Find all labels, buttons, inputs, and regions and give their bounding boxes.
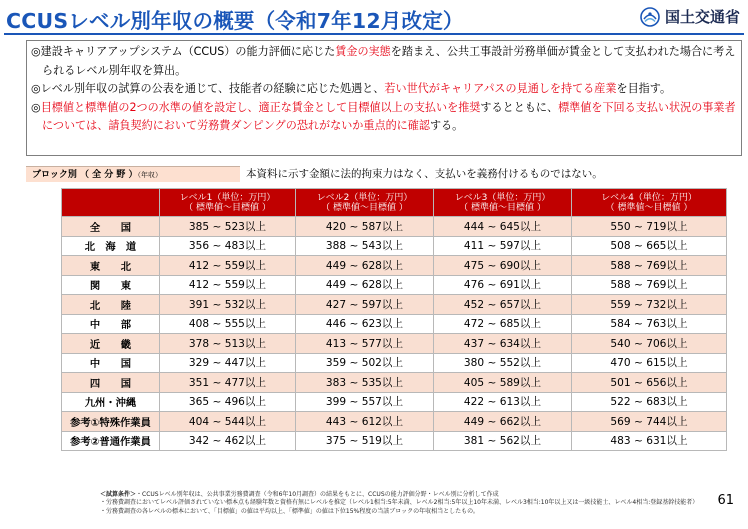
table-row [62, 217, 727, 237]
header-sublabel: （ 標準値～目標値 ） [605, 202, 693, 213]
region-cell: 関 東 [62, 275, 160, 295]
page-number: 61 [717, 493, 734, 508]
income-cell: 412 ~ 559以上 [160, 275, 296, 295]
page-title: CCUSレベル別年収の概要（令和7年12月改定） [6, 9, 464, 33]
income-cell: 449 ~ 628以上 [296, 256, 434, 276]
badge-label: ブロック別 （ 全 分 野 ） [32, 170, 138, 180]
table-row [62, 353, 727, 373]
income-cell: 449 ~ 628以上 [296, 275, 434, 295]
income-cell: 449 ~ 662以上 [434, 412, 572, 432]
header-blank [62, 189, 160, 217]
region-cell: 北 海 道 [62, 236, 160, 256]
table-row [62, 412, 727, 432]
income-cell: 422 ~ 613以上 [434, 392, 572, 412]
income-cell: 444 ~ 645以上 [434, 217, 572, 237]
income-cell: 380 ~ 552以上 [434, 353, 572, 373]
table-row [62, 431, 727, 451]
summary-highlight: 賃金の実態 [335, 45, 391, 58]
income-cell: 375 ~ 519以上 [296, 431, 434, 451]
summary-highlight: 若い世代がキャリアパスの見通しを持てる産業 [384, 82, 617, 95]
income-cell: 540 ~ 706以上 [572, 334, 727, 354]
summary-text: ◎建設キャリアアップシステム（CCUS）の能力評価に応じた [31, 45, 336, 58]
income-cell: 508 ~ 665以上 [572, 236, 727, 256]
income-cell: 584 ~ 763以上 [572, 314, 727, 334]
region-cell: 全 国 [62, 217, 160, 237]
footnote-text: ・CCUSレベル別年収は、公共事業労務費調査（令和6年10月調査）の結果をもとに、CCUSの能力評価分野・レベル別に分析して作成 [136, 491, 499, 498]
disclaimer: 本資料に示す金額に法的拘束力はなく、支払いを義務付けるものではない。 [246, 168, 603, 180]
income-cell: 404 ~ 544以上 [160, 412, 296, 432]
table-row [62, 334, 727, 354]
income-cell: 420 ~ 587以上 [296, 217, 434, 237]
table-header-row [62, 189, 727, 217]
income-cell: 559 ~ 732以上 [572, 295, 727, 315]
table-row [62, 236, 727, 256]
table-row [62, 275, 727, 295]
summary-point-1 [31, 43, 737, 80]
header-label: レベル3（単位：万円） [454, 192, 551, 203]
income-cell: 356 ~ 483以上 [160, 236, 296, 256]
header-level-2 [296, 189, 434, 217]
header-level-1 [160, 189, 296, 217]
income-cell: 588 ~ 769以上 [572, 275, 727, 295]
income-cell: 483 ~ 631以上 [572, 431, 727, 451]
income-cell: 472 ~ 685以上 [434, 314, 572, 334]
income-cell: 412 ~ 559以上 [160, 256, 296, 276]
table-row [62, 295, 727, 315]
income-cell: 522 ~ 683以上 [572, 392, 727, 412]
region-cell: 近 畿 [62, 334, 160, 354]
summary-text: ◎レベル別年収の試算の公表を通じて、技能者の経験に応じた処遇と、 [31, 82, 385, 95]
footnote-line: ・労務費調査においてレベル評価されていない標本点も経験年数と資格有無にレベルを推定（レベル1相当:5年未満、レベル2相当:5年以上10年未満、レベル3相当:10年以上又は一級技能士、レベル4相当:登録基幹技能者） [100, 499, 699, 507]
header-level-3 [434, 189, 572, 217]
income-cell: 443 ~ 612以上 [296, 412, 434, 432]
header-level-4 [572, 189, 727, 217]
table-row [62, 256, 727, 276]
income-cell: 475 ~ 690以上 [434, 256, 572, 276]
header-label: レベル2（単位：万円） [316, 192, 413, 203]
income-cell: 476 ~ 691以上 [434, 275, 572, 295]
header-label: レベル1（単位：万円） [179, 192, 276, 203]
income-cell: 411 ~ 597以上 [434, 236, 572, 256]
footnote-label: ＜試算条件＞ [100, 491, 137, 498]
mlit-logo-icon [640, 7, 660, 27]
summary-highlight: 目標値と標準値の2つの水準の値を設定し、適正な賃金として目標値以上の支払いを推奨 [40, 100, 481, 114]
region-cell: 中 国 [62, 353, 160, 373]
header-sublabel: （ 標準値～目標値 ） [321, 202, 408, 213]
income-cell: 452 ~ 657以上 [434, 295, 572, 315]
title-underline [4, 33, 744, 35]
summary-point-2 [31, 80, 737, 99]
income-cell: 437 ~ 634以上 [434, 334, 572, 354]
region-cell: 参考①特殊作業員 [62, 412, 160, 432]
income-cell: 405 ~ 589以上 [434, 373, 572, 393]
income-cell: 399 ~ 557以上 [296, 392, 434, 412]
summary-box [26, 40, 742, 156]
income-cell: 351 ~ 477以上 [160, 373, 296, 393]
income-cell: 501 ~ 656以上 [572, 373, 727, 393]
header-sublabel: （ 標準値～目標値 ） [459, 202, 546, 213]
income-cell: 408 ~ 555以上 [160, 314, 296, 334]
income-cell: 359 ~ 502以上 [296, 353, 434, 373]
summary-point-3 [31, 99, 737, 136]
ministry-name: 国土交通省 [664, 8, 740, 26]
summary-text: する。 [429, 119, 464, 132]
income-cell: 470 ~ 615以上 [572, 353, 727, 373]
income-cell: 385 ~ 523以上 [160, 217, 296, 237]
region-cell: 四 国 [62, 373, 160, 393]
region-cell: 九州・沖縄 [62, 392, 160, 412]
income-cell: 446 ~ 623以上 [296, 314, 434, 334]
income-cell: 329 ~ 447以上 [160, 353, 296, 373]
income-cell: 381 ~ 562以上 [434, 431, 572, 451]
summary-text: ◎ [31, 100, 41, 114]
income-cell: 365 ~ 496以上 [160, 392, 296, 412]
region-cell: 東 北 [62, 256, 160, 276]
block-badge [26, 166, 240, 182]
summary-highlight: 標準値を下回る支払い状況の事業者については、請負契約において労務費ダンピングの恐れがないか重点的に確認 [42, 100, 736, 132]
income-table [61, 188, 727, 451]
income-cell: 550 ~ 719以上 [572, 217, 727, 237]
table-row [62, 392, 727, 412]
income-cell: 569 ~ 744以上 [572, 412, 727, 432]
income-cell: 342 ~ 462以上 [160, 431, 296, 451]
income-cell: 391 ~ 532以上 [160, 295, 296, 315]
income-cell: 388 ~ 543以上 [296, 236, 434, 256]
footnotes [100, 491, 710, 516]
table-body [62, 217, 727, 451]
table-row [62, 373, 727, 393]
income-cell: 427 ~ 597以上 [296, 295, 434, 315]
income-cell: 588 ~ 769以上 [572, 256, 727, 276]
summary-text: するとともに、 [480, 100, 559, 114]
summary-text: を踏まえ、公共工事設計労務単価が賃金として支払われた場合に考えられるレベル別年収を算出。 [42, 45, 736, 77]
header-label: レベル4（単位：万円） [601, 192, 697, 203]
table-row [62, 314, 727, 334]
income-cell: 378 ~ 513以上 [160, 334, 296, 354]
footnote-line: ・労務費調査の各レベルの標本において、「目標値」の値は平均以上、「標準値」の値は下位15%程度の当該ブロックの年収相当としたもの。 [100, 507, 479, 515]
header-sublabel: （ 標準値～目標値 ） [184, 202, 271, 213]
region-cell: 参考②普通作業員 [62, 431, 160, 451]
summary-text: を目指す。 [616, 82, 672, 95]
region-cell: 北 陸 [62, 295, 160, 315]
ministry-logo [640, 6, 740, 27]
income-cell: 413 ~ 577以上 [296, 334, 434, 354]
income-cell: 383 ~ 535以上 [296, 373, 434, 393]
badge-sub: （年収） [137, 171, 162, 179]
region-cell: 中 部 [62, 314, 160, 334]
